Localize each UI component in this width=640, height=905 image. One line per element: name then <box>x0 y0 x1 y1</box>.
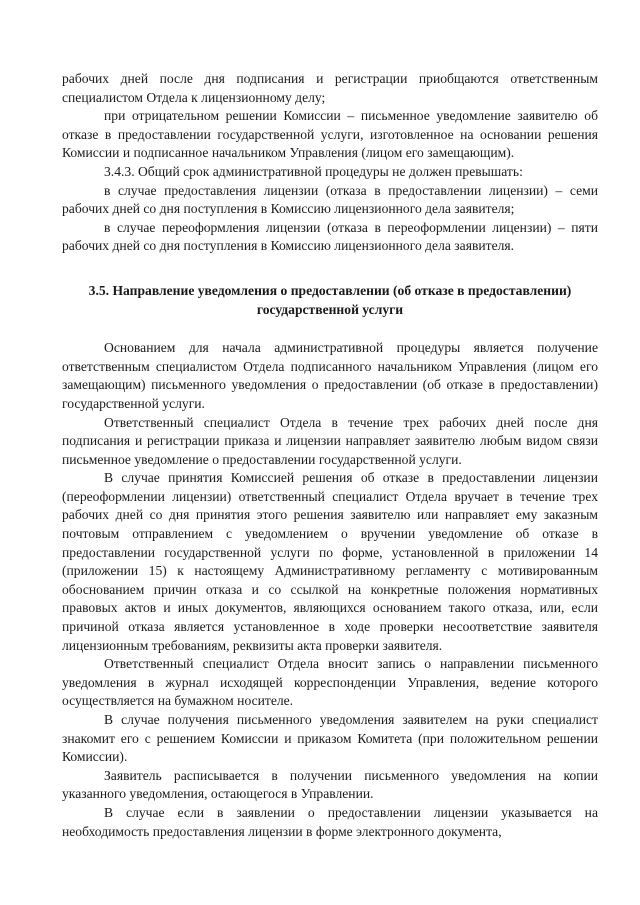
paragraph-notification: Ответственный специалист Отдела в течение трех рабочих дней после дня подписания и регистрации приказа и лицензии направляет заявителю любым видом связи письменное уведомление о предоставлении государственной услуги. <box>62 414 598 467</box>
paragraph-term-reissue: в случае переоформления лицензии (отказа в переоформлении лицензии) – пяти рабочих дней со дня поступления в Комиссию лицензионного дела заявителя. <box>62 219 598 254</box>
paragraph-in-person: В случае получения письменного уведомления заявителем на руки специалист знакомит его с решением Комиссии и приказом Комитета (при положительном решении Комиссии). <box>62 712 598 765</box>
paragraph-basis: Основанием для начала административной процедуры является получение ответственным специалистом Отдела подписанного начальником Управления (лицом его замещающим) письменного уведомления о предоставлении (об отказе в предоставлении) государственной услуги. <box>62 340 598 411</box>
section-heading: 3.5. Направление уведомления о предоставлении (об отказе в предоставлении) государственной услуги <box>88 282 572 317</box>
paragraph-term-heading: 3.4.3. Общий срок административной процедуры не должен превышать: <box>104 163 523 179</box>
paragraph-continuation: рабочих дней после дня подписания и регистрации приобщаются ответственным специалистом Отдела к лицензионному делу; <box>62 71 598 105</box>
paragraph-electronic: В случае если в заявлении о предоставлении лицензии указывается на необходимость предоставления лицензии в форме электронного документа, <box>62 804 598 839</box>
paragraph-signature: Заявитель расписывается в получении письменного уведомления на копии указанного уведомления, остающегося в Управлении. <box>62 767 598 802</box>
paragraph-journal: Ответственный специалист Отдела вносит запись о направлении письменного уведомления в журнал исходящей корреспонденции Управления, ведение которого осуществляется на бумажном носителе. <box>62 656 598 709</box>
document-body <box>62 70 598 841</box>
paragraph-term-grant: в случае предоставления лицензии (отказа в предоставлении лицензии) – семи рабочих дней со дня поступления в Комиссию лицензионного дела заявителя; <box>62 182 598 217</box>
paragraph-refusal: В случае принятия Комиссией решения об отказе в предоставлении лицензии (переоформлении лицензии) ответственный специалист Отдела вручает в течение трех рабочих дней со дня принятия этого решения заявителю или направляет ему заказным почтовым отправлением с уведомлением о вручении уведомление об отказе в предоставлении государственной услуги по форме, установленной в приложении 14 (приложении 15) к настоящему Административному регламенту с мотивированным обоснованием причин отказа и со ссылкой на конкретные положения нормативных правовых актов и иных документов, являющихся основанием такого отказа, или, если причиной отказа является установленное в ходе проверки несоответствие заявителя лицензионным требованиям, реквизиты акта проверки заявителя. <box>62 470 598 653</box>
paragraph-negative-decision: при отрицательном решении Комиссии – письменное уведомление заявителю об отказе в предоставлении государственной услуги, изготовленное на основании решения Комиссии и подписанное начальником Управления (лицом его замещающим). <box>62 108 598 161</box>
